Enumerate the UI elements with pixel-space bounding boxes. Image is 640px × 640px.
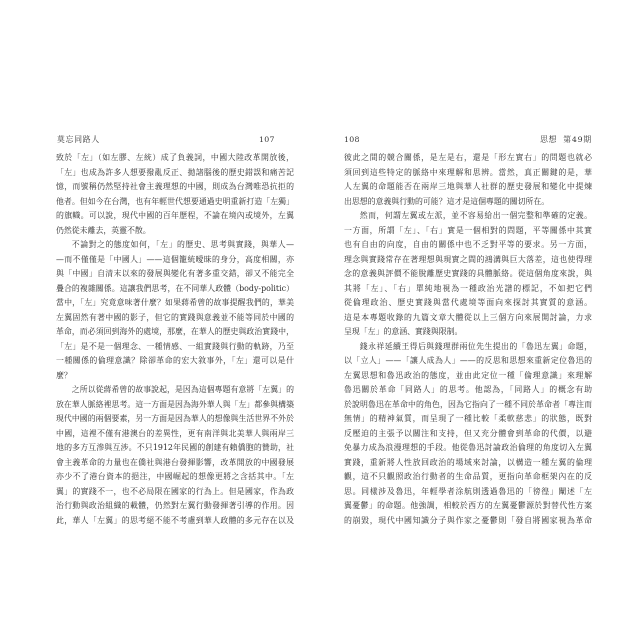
text-line: 之所以從蔣希曾的故事說起，是因為這個專題有意將「左翼」的 [71, 385, 294, 394]
running-head-journal [540, 133, 592, 146]
text-line: 這是本專題收錄的九篇文章大體從以上三個方向來展開討論，力求 [344, 312, 592, 322]
text-line: 一種關係的倫理意識？除卻革命的宏大敘事外，「左」還可以是什 [56, 356, 294, 365]
text-line: 念的意義與評價不能脫離歷史實踐的具體脈絡。從這個角度來說，與 [344, 269, 592, 278]
text-line: 然而，何謂左翼或左派，並不容易給出一個完整和準確的定義。 [359, 211, 592, 220]
text-line: 他者。但如今在台灣，也有年輕世代想要通過史明重新打造「左獨」 [56, 196, 294, 206]
text-line: 其將「左」、「右」單純地視為一種政治光譜的標記，不如把它們 [344, 283, 592, 293]
page-number: 107 [259, 135, 275, 144]
text-line: 當中，「左」究竟意味著什麼？如果蔣希曾的故事提醒我們的，華美 [56, 298, 294, 307]
paragraph [344, 340, 592, 529]
text-line: 從倫理政治、歷史實踐與當代處境等面向來探討其實質的意涵。 [344, 298, 592, 307]
text-line: 呈現「左」的意涵、實踐與限制。 [344, 327, 463, 336]
text-line: 「左」也成為許多人想要撥亂反正、拋諸腦後的歷史錯誤和痛苦記 [56, 167, 294, 177]
text-line: —而不僅僅是「中國人」——這個籠統曖昧的身分，高度相關，亦 [56, 254, 294, 264]
text-line: 中國，這裡不僅有港澳台的差異性，更有南洋與北美華人與兩岸三 [56, 428, 294, 438]
text-line: 不論對之的態度如何，「左」的歷史、思考與實踐，與華人— [71, 240, 294, 249]
text-line: 革命，而必須回到海外的處境，那麼，在華人的歷史與政治實踐中， [56, 327, 294, 336]
text-line: 憶，而號稱仍然堅持社會主義理想的中國，則成為台灣唯恐抗拒的 [56, 182, 294, 191]
text-line: 於說明魯迅在革命中的角色，因為它指向了一種不同於革命者「專注而 [344, 399, 592, 409]
text-line: 麼？ [56, 370, 72, 380]
text-line: 人左翼的命題能否在兩岸三地與華人社群的歷史發展和變化中提煉 [344, 182, 592, 191]
text-line: 無情」的精神氣質，而呈現了一種比較「柔軟慈悲」的狀態，既對 [344, 414, 592, 423]
issue-number: 第49期 [563, 135, 592, 144]
text-line: 此，華人「左翼」的思考絕不能不考慮到華人政體的多元存在以及 [56, 515, 294, 525]
text-line: 會主義革命的力量也在僑社與港台發揮影響，改革開放的中國發展 [56, 457, 294, 467]
text-line: 亦少不了港台資本的挹注，中國崛起的想像更將之含括其中。「左 [56, 472, 294, 481]
text-line: 魯迅關於革命「同路人」的思考。他認為，「同路人」的概念有助 [344, 385, 592, 394]
text-line: 疊合的複雜關係。這讓我們思考，在不同華人政體（body-politic） [56, 283, 294, 293]
journal-name: 思想 [540, 135, 558, 144]
text-line: 也有自由的向度，自由的關係中也不乏對平等的要求。另一方面， [344, 240, 592, 249]
text-line: 的崩毀，現代中國知識分子與作家之憂鬱則「發自將國家視為革命 [344, 515, 592, 525]
text-line: 實踐，重新將人性放回政治的場域來討論，以構造一種左翼的倫理 [344, 457, 592, 467]
body-text [344, 151, 592, 528]
paragraph [344, 151, 592, 209]
text-line: 免暴力成為浪漫理想的手段。他從魯迅討論政治倫理的角度切入左翼 [344, 443, 592, 452]
text-line: 翼憂鬱」的命題。他強調，相較於西方的左翼憂鬱源於對替代性方案 [344, 501, 592, 510]
text-line: 左翼固然有著中國的影子，但它的實踐與意義並不能等同於中國的 [56, 312, 294, 322]
text-line: 出思想的意義與行動的可能？這才是這個專題的關切所在。 [344, 196, 550, 206]
running-head-title: 莫忘同路人 [57, 135, 100, 144]
text-line: 仍然從未離去，英靈不散。 [56, 225, 151, 235]
text-line: 觀，這不只觀照政治行動者的生命品質，更指向革命框架內在的反 [344, 472, 592, 481]
paragraph [344, 209, 592, 340]
text-line: 治行動與政治組織的載體，仍然對左翼行動發揮著引導的作用。因 [56, 501, 294, 510]
text-line: 與「中國」自清末以來的發展與變化有著多重交錯，卻又不能完全 [56, 269, 294, 278]
paragraph [56, 151, 294, 238]
text-line: 彼此之間的競合關係，是左是右，還是「形左實右」的問題也就必 [344, 153, 592, 162]
text-line: 須回到這些特定的脈絡中來理解和思辨。當然，真正關鍵的是，華 [344, 167, 592, 177]
paragraph [56, 383, 294, 528]
text-line: 以「立人」——「讓人成為人」——的反思和思想來重新定位魯迅的 [344, 356, 592, 365]
text-line: 致於「左」（如左膠、左統）成了負義詞，中國大陸改革開放後， [56, 153, 294, 162]
text-line: 一方面，所謂「左」、「右」實是一個相對的問題，平等關係中其實 [344, 225, 592, 235]
body-text [56, 151, 294, 528]
text-line: 左翼思想和魯迅政治的態度，並由此定位一種「倫理意識」來理解 [344, 370, 592, 380]
text-line: 翼」的實踐不一，也不必局限在國家的行為上。但是國家，作為政 [56, 486, 294, 496]
text-line: 思。同樣涉及魯迅，年輕學者涂航則透過魯迅的「徬徨」闡述「左 [344, 486, 592, 496]
text-line: 「左」是不是一個理念、一種情感、一組實踐與行動的軌跡，乃至 [56, 341, 294, 351]
text-line: 錢永祥延續王得后與錢理群兩位先生提出的「魯迅左翼」命題， [359, 341, 592, 351]
paragraph [56, 238, 294, 383]
text-line: 的旗幟。可以說，現代中國的百年歷程，不論在境內或境外，左翼 [56, 211, 294, 220]
text-line: 放在華人脈絡裡思考。這一方面是因為海外華人與「左」都參與構築 [56, 399, 294, 409]
page-number: 108 [344, 135, 360, 144]
text-line: 現代中國的兩個要素，另一方面是因為華人的想像與生活世界不外於 [56, 414, 294, 423]
text-line: 理念與實踐常存在著理想與現實之間的鴻溝與巨大落差，這也使得理 [344, 254, 592, 264]
text-line: 反壓迫的主張予以關注和支持，但又充分體會到革命的代價，以避 [344, 428, 592, 438]
text-line: 地的多方互滲與互涉。不只1912年民國的創建有賴僑胞的贊助，社 [56, 443, 294, 452]
